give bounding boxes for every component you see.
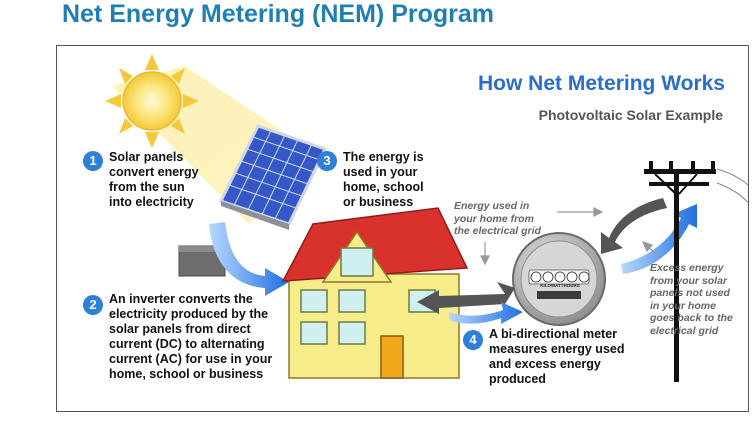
- step-3-text: [343, 150, 424, 210]
- excess-note-line: from your solar: [650, 274, 728, 287]
- step-3-line: used in your: [343, 165, 418, 179]
- step-1-text: [109, 150, 199, 210]
- grid-note-line: the electrical grid: [454, 225, 541, 237]
- excess-note-line: Excess energy: [650, 262, 724, 274]
- meter-icon: [513, 233, 605, 325]
- step-3-line: home, school: [343, 180, 424, 194]
- step-1-line: Solar panels: [109, 150, 184, 164]
- step-4-line: A bi-directional meter: [489, 327, 618, 341]
- diagram-title: How Net Metering Works: [478, 72, 725, 95]
- step-2-line: An inverter converts the: [109, 292, 253, 306]
- step-4-line: and excess energy: [489, 357, 601, 371]
- grid-energy-note: [454, 200, 541, 238]
- step-2-line: home, school or business: [109, 367, 264, 381]
- excess-note-line: electrical grid: [650, 324, 719, 337]
- grid-note-line: your home from: [454, 212, 534, 225]
- step-2-badge: 2: [83, 295, 103, 315]
- step-4-line: produced: [489, 372, 546, 386]
- diagram-subtitle: Photovoltaic Solar Example: [538, 107, 723, 123]
- step-3-line: The energy is: [343, 150, 424, 164]
- step-2-line: current (DC) to alternating: [109, 337, 265, 351]
- step-4-line: measures energy used: [489, 342, 625, 356]
- grid-note-line: Energy used in: [454, 200, 530, 212]
- page-title: Net Energy Metering (NEM) Program: [62, 0, 495, 28]
- step-2-line: solar panels from direct: [109, 322, 251, 336]
- excess-note-line: panels not used: [650, 287, 730, 299]
- step-4-badge: 4: [463, 330, 483, 350]
- meter-label: KILOWATTHOURS: [540, 283, 580, 288]
- step-4-text: [489, 327, 625, 387]
- step-2-line: current (AC) for use in your: [109, 352, 273, 366]
- step-1-badge: 1: [83, 151, 103, 171]
- step-2-line: electricity produced by the: [109, 307, 269, 321]
- step-3-badge: 3: [317, 151, 337, 171]
- excess-energy-note: [650, 262, 733, 337]
- net-metering-diagram: [56, 45, 749, 412]
- sun-icon: [105, 54, 199, 148]
- excess-note-line: in your home: [650, 299, 716, 312]
- excess-note-line: goes back to the: [650, 312, 733, 324]
- step-3-line: or business: [343, 195, 414, 209]
- step-2-text: [109, 292, 272, 382]
- step-1-line: into electricity: [109, 195, 194, 209]
- panel-to-house-arrow: [209, 222, 289, 296]
- house-icon: [283, 208, 467, 378]
- grid-to-meter-arrow: [601, 198, 667, 254]
- step-1-line: convert energy: [109, 165, 199, 179]
- step-1-line: from the sun: [109, 180, 185, 194]
